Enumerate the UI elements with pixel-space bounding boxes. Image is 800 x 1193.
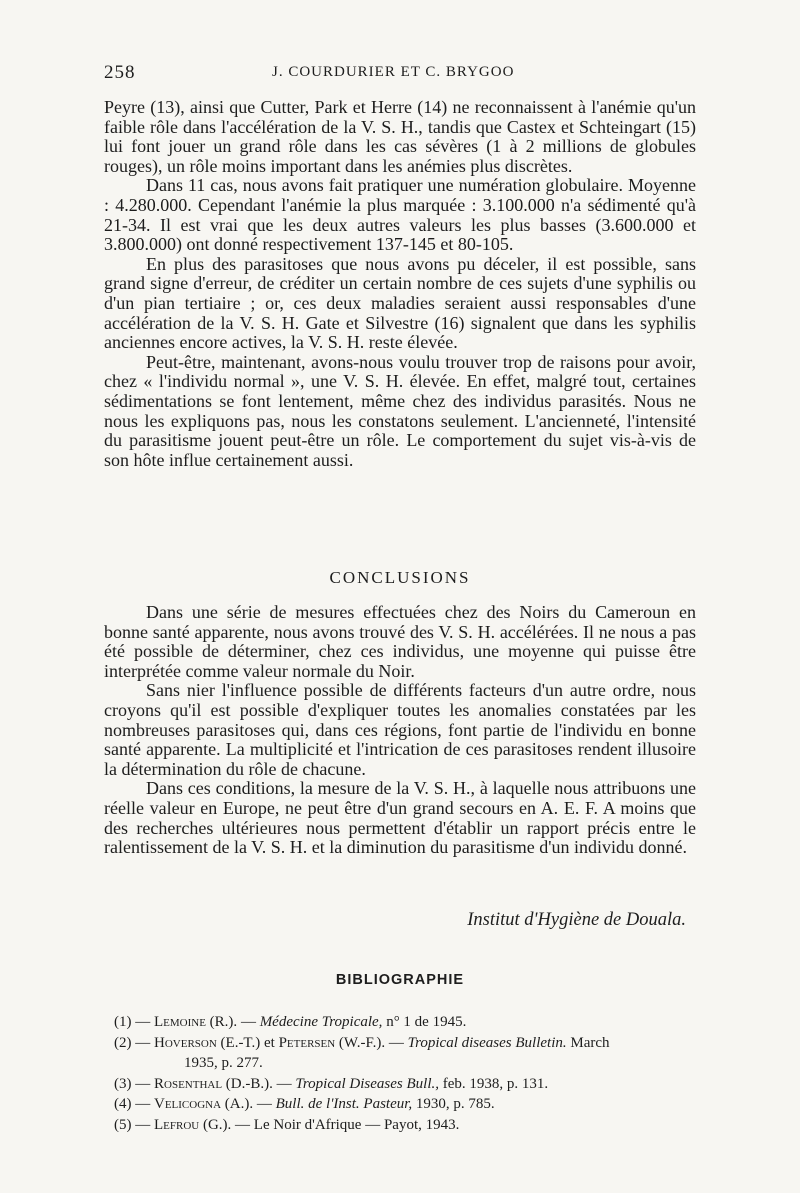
ref-separator: — [385, 1034, 408, 1051]
ref-number: (3) — [114, 1075, 151, 1092]
ref-number: (1) — [114, 1014, 151, 1030]
bibliography-list [114, 1012, 714, 1135]
paragraph: Peut-être, maintenant, avons-nous voulu trouver trop de raisons pour avoir, chez « l'individu normal », une V. S. H. élevée. En effet, malgré tout, certaines sédimentations se font lentement, même chez des individus parasités. Nous ne nous les expliquons pas, nous les constatons seulement. L'ancienneté, l'intensité du parasitisme jouent peut-être un rôle. Le comportement du sujet vis-à-vis de son hôte influe certainement aussi. [104, 351, 696, 470]
ref-number: (4) — [114, 1096, 151, 1112]
ref-journal: Tropical Diseases Bull., [295, 1075, 440, 1092]
ref-separator: — [237, 1014, 260, 1030]
ref-details: 1930, p. 785. [412, 1096, 495, 1112]
ref-author-second: Petersen (W.-F.). [278, 1034, 386, 1051]
running-title: J. COURDURIER ET C. BRYGOO [272, 64, 515, 80]
ref-details: March [566, 1034, 610, 1051]
page-number: 258 [104, 62, 136, 83]
ref-separator: — [253, 1096, 276, 1112]
ref-details: n° 1 de 1945. [382, 1014, 467, 1030]
ref-details: Le Noir d'Afrique — Payot, 1943. [253, 1116, 460, 1133]
ref-author: Lemoine (R.). [154, 1014, 238, 1030]
ref-journal: Bull. de l'Inst. Pasteur, [275, 1096, 413, 1112]
bibliography-entry [114, 1074, 714, 1095]
ref-journal: Médecine Tropicale, [259, 1014, 383, 1030]
bibliography-heading: BIBLIOGRAPHIE [335, 972, 465, 988]
paragraph: Dans ces conditions, la mesure de la V. S. H., à laquelle nous attribuons une réelle valeur en Europe, ne peut être d'un grand secours en A. E. F. A moins que des recherches ultérieures nous permettent d'établir un rapport précis entre le ralentissement de la V. S. H. et la diminution du parasitisme d'un individu donné. [104, 778, 696, 858]
paragraph: En plus des parasitoses que nous avons pu déceler, il est possible, sans grand signe d'erreur, de créditer un certain nombre de ces sujets d'une syphilis ou d'un pian tertiaire ; or, ces deux maladies seraient aussi responsables d'une accélération de la V. S. H. Gate et Silvestre (16) signalent que dans les syphilis anciennes encore actives, la V. S. H. reste élevée. [104, 253, 696, 353]
ref-author: Velicogna (A.). [154, 1096, 254, 1112]
ref-details: feb. 1938, p. 131. [439, 1075, 549, 1092]
bibliography-entry [114, 1033, 714, 1074]
discussion-section [104, 98, 696, 470]
ref-separator: — [272, 1075, 296, 1092]
bibliography-entry [114, 1115, 714, 1136]
ref-journal: Tropical diseases Bulletin. [407, 1034, 567, 1051]
bibliography-entry [114, 1012, 714, 1033]
ref-separator: — [231, 1116, 254, 1133]
ref-author: Hoverson (E.-T.) [154, 1034, 261, 1051]
ref-author: Lefrou (G.). [154, 1116, 232, 1133]
conclusions-heading: CONCLUSIONS [329, 568, 471, 587]
bibliography-entry [114, 1094, 714, 1115]
page-header [104, 62, 696, 84]
ref-continuation: 1935, p. 277. [184, 1055, 263, 1071]
ref-separator: et [260, 1034, 279, 1051]
paragraph: Sans nier l'influence possible de différents facteurs d'un autre ordre, nous croyons qu'il est possible d'expliquer toutes les anomalies constatées par les nombreuses parasitoses qui, dans ces régions, font partie de l'individu en bonne santé apparente. La multiplicité et l'intrication de ces parasitoses rendent illusoire la détermination du rôle de chacune. [104, 680, 696, 779]
institution-signature: Institut d'Hygiène de Douala. [467, 910, 686, 930]
ref-number: (2) — [114, 1034, 151, 1051]
ref-author: Rosenthal (D.-B.). [154, 1075, 273, 1092]
paragraph: Peyre (13), ainsi que Cutter, Park et Herre (14) ne reconnaissent à l'anémie qu'un faible rôle dans l'accélération de la V. S. H., tandis que Castex et Schteingart (15) lui font jouer un grand rôle dans les cas sévères (1 à 2 millions de globules rouges), un rôle moins important dans les anémies plus discrètes. [104, 97, 696, 176]
conclusions-section [104, 603, 696, 858]
paragraph: Dans une série de mesures effectuées chez des Noirs du Cameroun en bonne santé apparente, nous avons trouvé des V. S. H. accélérées. Il ne nous a pas été possible de déterminer, chez ces individus, une moyenne qui puisse être interprétée comme valeur normale du Noir. [104, 602, 696, 681]
ref-number: (5) — [114, 1116, 151, 1133]
paragraph: Dans 11 cas, nous avons fait pratiquer une numération globulaire. Moyenne : 4.280.000. Cependant l'anémie la plus marquée : 3.100.000 n'a sédimenté qu'à 21-34. Il est vrai que les deux autres valeurs les plus basses (3.600.000 et 3.800.000) ont donné respectivement 137-145 et 80-105. [104, 175, 696, 255]
